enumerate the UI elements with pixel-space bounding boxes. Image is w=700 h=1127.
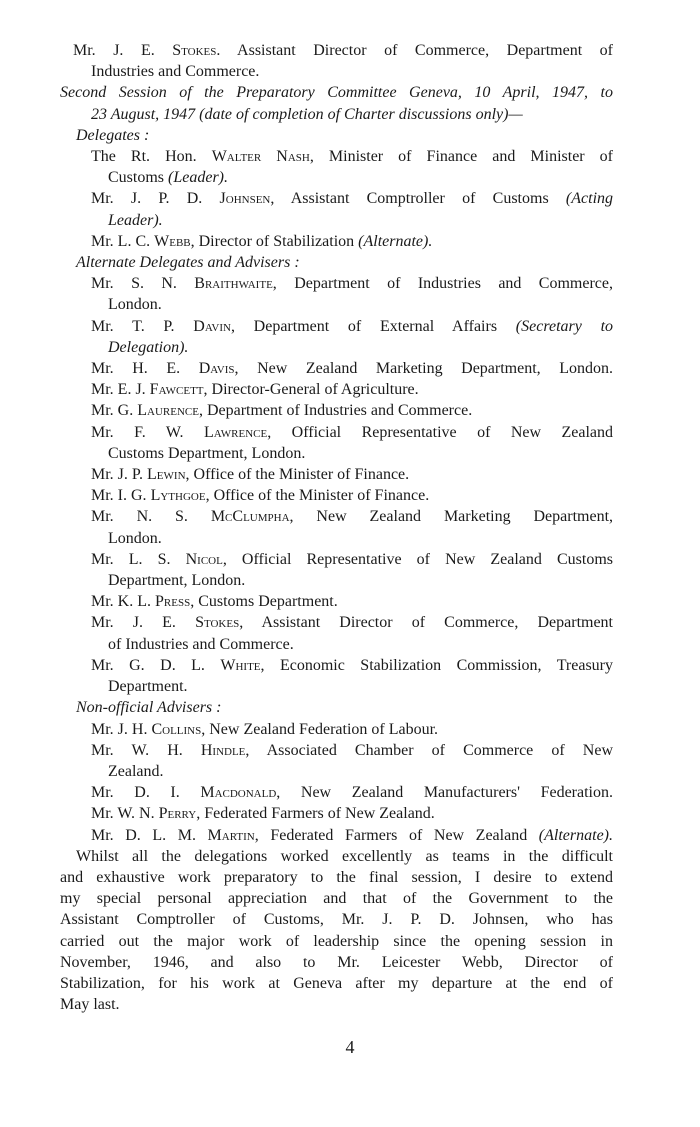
text-segment: Mr. J. E. xyxy=(91,614,196,632)
list-line xyxy=(60,273,613,294)
list-line xyxy=(60,655,613,676)
text-segment: Mr. S. N. xyxy=(91,275,195,293)
text-segment: , Director of Stabilization xyxy=(190,232,359,250)
person-surname: Johnsen xyxy=(219,190,271,208)
person-surname: Lythgoe xyxy=(150,487,206,505)
paragraph-line: and exhaustive work preparatory to the final session, I desire to extend xyxy=(60,868,613,886)
text-segment: . Assistant Director of Commerce, Department of xyxy=(216,42,614,59)
person-surname: Press xyxy=(155,593,191,611)
text-segment: , Minister of Finance and Minister of xyxy=(309,148,614,166)
list-line xyxy=(60,337,613,358)
list-line xyxy=(60,528,613,549)
list-line xyxy=(60,188,613,209)
paragraph-line: Assistant Comptroller of Customs, Mr. J. P. D. Johnsen, who has xyxy=(60,911,613,929)
person-surname: McClumpha xyxy=(210,508,290,526)
list-line xyxy=(60,697,613,718)
text-segment: , Associated Chamber of Commerce of New xyxy=(245,741,613,759)
text-segment: , New Zealand Marketing Department, London. xyxy=(234,360,613,378)
list-line xyxy=(60,443,613,464)
text-segment: Customs xyxy=(108,169,169,187)
person-surname: Lewin xyxy=(147,466,186,484)
list-line xyxy=(60,379,613,400)
italic-text: Delegates : xyxy=(76,126,150,144)
list-line xyxy=(60,422,613,443)
text-segment: Customs Department, London. xyxy=(108,444,306,462)
paragraph-line: Whilst all the delegations worked excellently as teams in the difficult xyxy=(76,847,613,865)
text-segment: Mr. E. J. xyxy=(91,381,150,399)
person-surname: Collins xyxy=(151,720,202,738)
italic-text: (Acting xyxy=(565,190,614,208)
person-surname: Stokes xyxy=(172,42,217,59)
text-segment: , Department of External Affairs xyxy=(230,317,516,335)
delegation-list xyxy=(60,40,613,846)
list-line xyxy=(60,506,613,527)
person-surname: Macdonald xyxy=(200,784,277,802)
person-surname: Perry xyxy=(158,805,197,823)
list-line xyxy=(60,82,613,103)
person-surname: Davis xyxy=(198,360,235,378)
text-segment: , Office of the Minister of Finance. xyxy=(205,487,430,505)
person-surname: Davin xyxy=(193,317,231,335)
closing-paragraph xyxy=(60,846,613,1016)
list-line xyxy=(60,719,613,740)
list-line xyxy=(60,104,613,125)
page-content xyxy=(60,40,613,1015)
list-line xyxy=(60,146,613,167)
person-surname: Braithwaite xyxy=(194,275,273,293)
italic-text: (Alternate). xyxy=(538,826,613,844)
text-segment: Mr. W. H. xyxy=(91,741,201,759)
text-segment: , Federated Farmers of New Zealand xyxy=(254,826,539,844)
list-line xyxy=(60,825,613,846)
italic-text: 23 August, 1947 (date of completion of Charter discussions only)— xyxy=(91,105,523,123)
text-segment: Mr. F. W. xyxy=(91,423,204,441)
text-segment: Mr. J. H. xyxy=(91,720,152,738)
text-segment: , Director-General of Agriculture. xyxy=(203,381,419,399)
text-segment: , New Zealand Marketing Department, xyxy=(289,508,614,526)
paragraph-line: May last. xyxy=(60,996,120,1014)
list-line xyxy=(60,125,613,146)
text-segment: of Industries and Commerce. xyxy=(108,635,294,653)
person-surname: Martin xyxy=(207,826,255,844)
list-line xyxy=(60,591,613,612)
text-segment: Mr. L. C. xyxy=(91,232,155,250)
text-segment: Mr. N. S. xyxy=(91,508,211,526)
person-surname: Lawrence xyxy=(203,423,268,441)
italic-text: Non-official Advisers : xyxy=(76,699,222,717)
paragraph-line: carried out the major work of leadership since the opening session in xyxy=(60,932,613,950)
list-line xyxy=(60,400,613,421)
text-segment: , Office of the Minister of Finance. xyxy=(185,466,410,484)
text-segment: Mr. J. P. xyxy=(91,466,148,484)
italic-text: (Alternate). xyxy=(358,232,433,250)
list-line xyxy=(60,61,613,82)
list-line xyxy=(60,612,613,633)
list-line xyxy=(60,167,613,188)
text-segment: , Assistant Comptroller of Customs xyxy=(270,190,566,208)
person-surname: White xyxy=(220,656,261,674)
list-line xyxy=(60,210,613,231)
italic-text: (Leader). xyxy=(168,169,228,187)
italic-text: Alternate Delegates and Advisers : xyxy=(76,254,300,272)
list-line xyxy=(60,761,613,782)
text-segment: , Economic Stabilization Commission, Treasury xyxy=(260,656,613,674)
list-line xyxy=(60,316,613,337)
text-segment: , Assistant Director of Commerce, Department xyxy=(239,614,614,632)
text-segment: , New Zealand Federation of Labour. xyxy=(201,720,439,738)
text-segment: Mr. G. xyxy=(91,402,138,420)
text-segment: Department, London. xyxy=(108,572,246,590)
text-segment: Mr. T. P. xyxy=(91,317,194,335)
text-segment: , Federated Farmers of New Zealand. xyxy=(196,805,435,823)
person-surname: Webb xyxy=(154,232,191,250)
text-segment: Mr. G. D. L. xyxy=(91,656,221,674)
italic-text: (Secretary to xyxy=(515,317,614,335)
list-line xyxy=(60,358,613,379)
text-segment: Zealand. xyxy=(108,762,164,780)
text-segment: , Department of Industries and Commerce, xyxy=(272,275,613,293)
list-line xyxy=(60,634,613,655)
italic-text: Second Session of the Preparatory Committee Geneva, 10 April, 1947, to xyxy=(60,84,613,102)
text-segment: Industries and Commerce. xyxy=(91,63,260,81)
text-segment: Mr. K. L. xyxy=(91,593,155,611)
page-number: 4 xyxy=(345,1037,355,1057)
text-segment: Mr. D. I. xyxy=(91,784,201,802)
text-segment: Mr. L. S. xyxy=(91,550,186,568)
list-line xyxy=(60,740,613,761)
italic-text: Delegation). xyxy=(108,338,189,356)
list-line xyxy=(60,782,613,803)
person-surname: Fawcett xyxy=(149,381,204,399)
text-segment: Mr. H. E. xyxy=(91,360,199,378)
list-line xyxy=(60,464,613,485)
text-segment: , Department of Industries and Commerce. xyxy=(198,402,473,420)
list-line xyxy=(60,40,613,61)
list-line xyxy=(60,570,613,591)
text-segment: Mr. I. G. xyxy=(91,487,151,505)
text-segment: The Rt. Hon. xyxy=(91,148,212,166)
text-segment: Mr. D. L. M. xyxy=(91,826,208,844)
text-segment: , Official Representative of New Zealand Customs xyxy=(222,550,614,568)
person-surname: Stokes xyxy=(195,614,240,632)
list-line xyxy=(60,294,613,315)
text-segment: , Official Representative of New Zealand xyxy=(267,423,614,441)
list-line xyxy=(60,549,613,570)
list-line xyxy=(60,676,613,697)
paragraph-line: my special personal appreciation and that of the Government to the xyxy=(60,890,613,908)
list-line xyxy=(60,231,613,252)
text-segment: Mr. J. P. D. xyxy=(91,190,220,208)
text-segment: London. xyxy=(108,296,162,314)
text-segment: Department. xyxy=(108,678,188,696)
person-surname: Nicol xyxy=(185,550,223,568)
text-segment: London. xyxy=(108,529,162,547)
list-line xyxy=(60,252,613,273)
person-surname: Walter Nash xyxy=(211,148,310,166)
paragraph-line: November, 1946, and also to Mr. Leicester Webb, Director of xyxy=(60,953,613,971)
text-segment: Mr. J. E. xyxy=(73,42,173,59)
text-segment: , Customs Department. xyxy=(190,593,338,611)
italic-text: Leader). xyxy=(108,211,163,229)
person-surname: Laurence xyxy=(137,402,199,420)
person-surname: Hindle xyxy=(200,741,246,759)
list-line xyxy=(60,803,613,824)
list-line xyxy=(60,485,613,506)
text-segment: Mr. W. N. xyxy=(91,805,159,823)
paragraph-line: Stabilization, for his work at Geneva after my departure at the end of xyxy=(60,974,613,992)
text-segment: , New Zealand Manufacturers' Federation. xyxy=(276,784,613,802)
